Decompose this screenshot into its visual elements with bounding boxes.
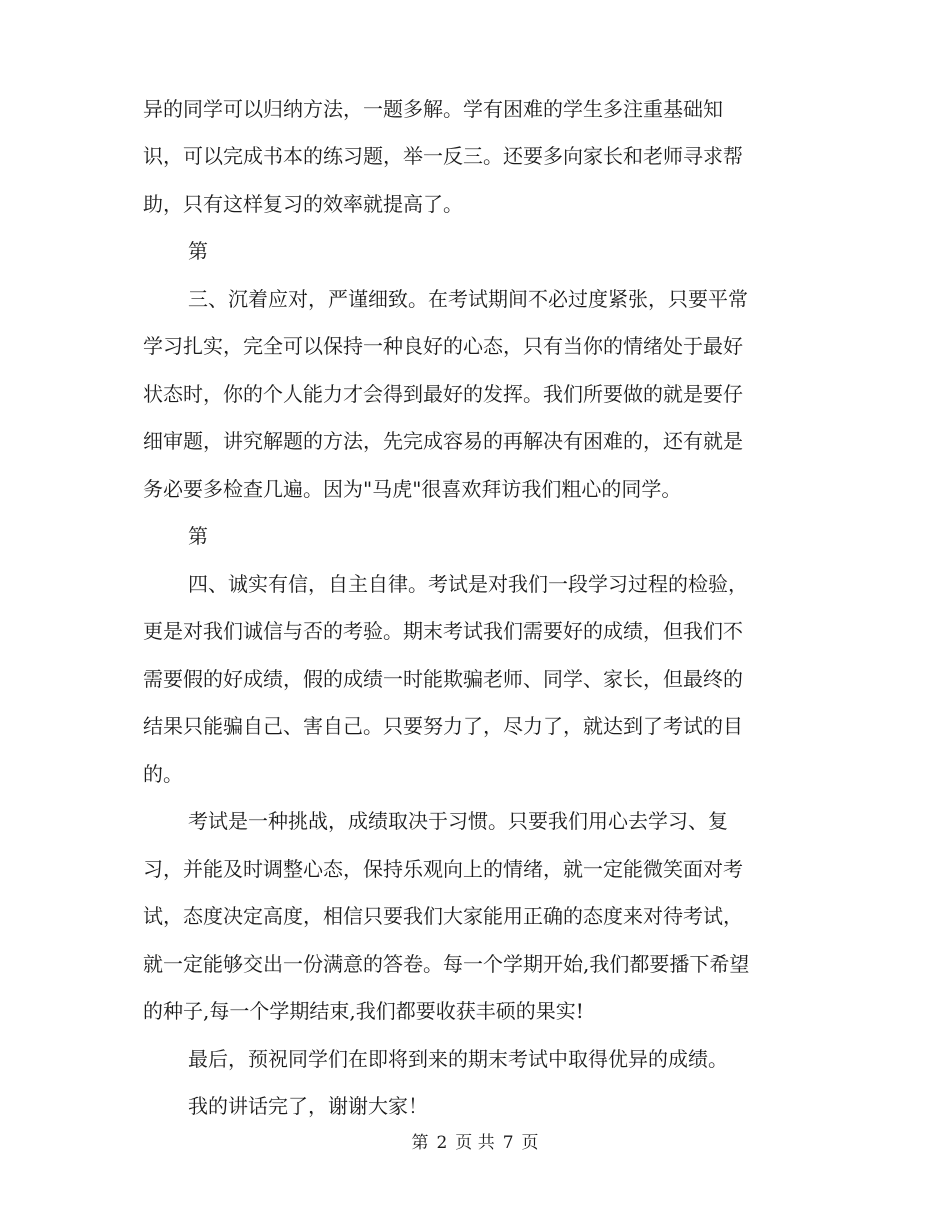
text-line: 结果只能骗自己、害自己。只要努力了，尽力了，就达到了考试的目 [143,714,743,738]
text-line: 试，态度决定高度，相信只要我们大家能用正确的态度来对待考试， [143,904,743,928]
page-footer [0,1131,950,1155]
text-line: 助，只有这样复习的效率就提高了。 [143,192,463,216]
footer-prefix: 第 [411,1133,429,1153]
footer-page-current: 2 [436,1133,448,1153]
text-line: 第 [188,239,208,263]
text-line: 识，可以完成书本的练习题，举一反三。还要多向家长和老师寻求帮 [143,144,743,168]
text-line: 考试是一种挑战，成绩取决于习惯。只要我们用心去学习、复 [188,809,728,833]
text-line: 细审题，讲究解题的方法，先完成容易的再解决有困难的，还有就是 [143,429,743,453]
footer-mid: 页 共 [455,1133,495,1153]
text-line: 我的讲话完了，谢谢大家！ [188,1094,428,1118]
text-line: 三、沉着应对，严谨细致。在考试期间不必过度紧张，只要平常 [188,287,748,311]
text-line: 状态时，你的个人能力才会得到最好的发挥。我们所要做的就是要仔 [143,382,743,406]
text-line: 习，并能及时调整心态，保持乐观向上的情绪，就一定能微笑面对考 [143,857,743,881]
text-line: 务必要多检查几遍。因为"马虎"很喜欢拜访我们粗心的同学。 [143,477,682,501]
footer-suffix: 页 [521,1133,539,1153]
text-line: 异的同学可以归纳方法，一题多解。学有困难的学生多注重基础知 [143,97,723,121]
text-line: 更是对我们诚信与否的考验。期末考试我们需要好的成绩，但我们不 [143,619,743,643]
text-line: 最后，预祝同学们在即将到来的期末考试中取得优异的成绩。 [188,1047,728,1071]
text-line: 学习扎实，完全可以保持一种良好的心态，只有当你的情绪处于最好 [143,334,743,358]
footer-page-total: 7 [502,1133,514,1153]
text-line: 第 [188,524,208,548]
text-line: 就一定能够交出一份满意的答卷。每一个学期开始,我们都要播下希望 [143,952,750,976]
text-line: 的种子,每一个学期结束,我们都要收获丰硕的果实! [143,999,584,1023]
text-line: 四、诚实有信，自主自律。考试是对我们一段学习过程的检验， [188,572,748,596]
text-line: 的。 [143,762,183,786]
text-line: 需要假的好成绩，假的成绩一时能欺骗老师、同学、家长，但最终的 [143,667,743,691]
